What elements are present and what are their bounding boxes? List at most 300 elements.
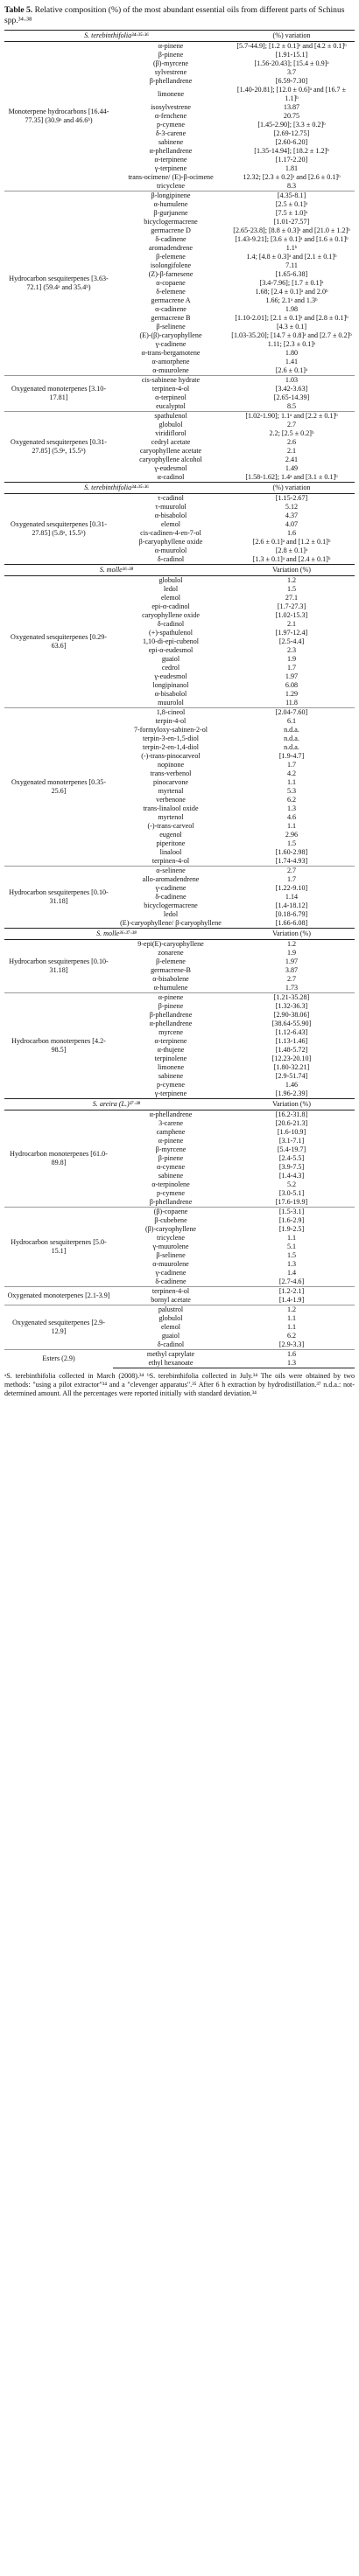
compound-name-cell: myrtenal xyxy=(158,787,184,795)
variation-cell: 2.1 xyxy=(286,620,297,628)
variation-cell: [1.65-6.38] xyxy=(275,270,308,278)
compound-name-cell: α-pinene xyxy=(158,1137,184,1145)
compound-name-cell: α-selinene xyxy=(113,867,229,876)
compound-name-cell: longipinanol xyxy=(152,681,189,689)
compound-name-cell: linalool xyxy=(159,848,182,856)
compound-name-cell: β-gurjunene xyxy=(153,209,188,217)
compound-name-cell: ledol xyxy=(163,585,179,593)
variation-cell: [7.5 ± 1.0]ᵃ xyxy=(275,209,308,217)
variation-cell: [20.6-21.3] xyxy=(275,1119,308,1127)
compound-name-cell: pinocarvone xyxy=(152,778,188,786)
variation-cell: 1.46 xyxy=(285,1081,299,1089)
variation-cell: 1.49 xyxy=(285,464,299,472)
compound-name-cell: β-selinene xyxy=(156,1251,186,1259)
compound-name-cell: α-bisabolol xyxy=(154,512,187,519)
variation-cell: 1.1 xyxy=(286,1323,297,1331)
compound-name-cell: terpinen-4-ol xyxy=(113,1287,229,1297)
variation-cell: [2.60-6.20] xyxy=(275,138,308,146)
variation-cell: [1.9-2.5] xyxy=(278,1225,305,1233)
variation-cell: [1.74-4.93] xyxy=(275,857,308,865)
compound-name-cell: α-thujene xyxy=(157,1046,185,1054)
variation-cell: 2.7 xyxy=(286,421,297,428)
variation-cell: [38.64-55.90] xyxy=(271,1020,312,1027)
variation-cell: [1.4-18.12] xyxy=(275,902,308,909)
section-header xyxy=(4,483,355,494)
variation-cell: [1.02-15.3] xyxy=(275,611,308,619)
compound-class-cell: Hydrocarbon sesquiterpenes [3.63-72.1] (59.4ᵃ and 35.4ᵇ) xyxy=(4,191,113,376)
variation-cell: 1.97 xyxy=(285,672,299,680)
compound-name-cell: guaiol xyxy=(161,1332,180,1340)
compound-name-cell: elemol xyxy=(160,594,181,602)
compound-name-cell: β-elemene xyxy=(156,253,186,261)
compound-name-cell: viridiflorol xyxy=(155,429,187,437)
compound-name-cell: α-phellandrene xyxy=(149,1110,193,1118)
variation-cell: 1.3 xyxy=(229,1359,355,1368)
compound-name-cell: isosylvestrene xyxy=(151,103,191,111)
compound-name-cell: α-humulene xyxy=(153,984,188,992)
compound-name-cell: α-muurolol xyxy=(154,547,187,554)
section-header xyxy=(4,1099,355,1110)
variation-cell: 1.1 xyxy=(286,1234,297,1242)
variation-cell: 1.4 xyxy=(286,1269,297,1277)
compound-name-cell: muurolol xyxy=(158,699,184,707)
variation-cell: [1.2-2.1] xyxy=(229,1287,355,1297)
compound-name-cell: germacrene-B xyxy=(151,966,191,974)
variation-cell: 1.9 xyxy=(286,655,297,663)
compound-name-cell: δ-cadinol xyxy=(157,1340,185,1348)
variation-cell: 1.81 xyxy=(285,164,299,172)
variation-cell: 6.1 xyxy=(286,717,297,725)
variation-cell: [1.02-1.90]; 1.1ᵃ and [2.2 ± 0.1]ᵇ xyxy=(229,412,355,421)
compound-name-cell: α-phellandrene xyxy=(149,147,193,155)
compound-name-cell: β-cubebene xyxy=(154,1216,187,1224)
variation-cell: [1.56-20.43]; [15.4 ± 0.9]ᵃ xyxy=(254,59,329,67)
compound-name-cell: 1,8-cineol xyxy=(113,708,229,718)
variation-cell: 2.2; [2.5 ± 0.2]ᵇ xyxy=(269,429,314,437)
compound-name-cell: epi-α-cadinol xyxy=(151,602,190,610)
compound-class-cell: Oxygenated monoterpenes [2.1-3.9] xyxy=(4,1287,113,1305)
table-row xyxy=(4,940,355,950)
compound-class-cell: Oxygenated sesquiterpenes [0.31-27.85] (5.8ᵃ, 15.5ᵇ) xyxy=(11,520,107,537)
compound-name-cell: δ-cadinene xyxy=(155,893,187,901)
compound-class-cell: Hydrocarbon monoterpenes [4.2-98.5] xyxy=(4,993,113,1099)
compound-name-cell: (Z)-β-farnesene xyxy=(148,270,194,278)
compound-name-cell: 1,10-di-epi-cubenol xyxy=(142,637,200,645)
species-title: S. terebinthifolia³⁴·³⁵·³⁶ xyxy=(4,483,229,494)
compound-name-cell: zonarene xyxy=(158,949,184,957)
compound-name-cell: β-pinene xyxy=(158,1154,184,1162)
variation-cell: 2.96 xyxy=(285,831,299,839)
compound-name-cell: β-pinene xyxy=(158,1002,184,1010)
compound-name-cell: trans-verbenol xyxy=(150,769,192,777)
variation-cell: [1.01-27.57] xyxy=(273,218,310,226)
variation-cell: [1.43-9.21]; [3.6 ± 0.1]ᵃ and [1.6 ± 0.1]ᵇ xyxy=(235,235,348,243)
compound-name-cell: camphene xyxy=(156,1128,186,1136)
variation-cell: [1.35-14.94]; [18.2 ± 1.2]ᵇ xyxy=(254,147,329,155)
compound-name-cell: cedryl acetate xyxy=(151,438,191,446)
compound-name-cell: α-pinene xyxy=(158,42,184,50)
compound-name-cell: epi-α-eudesmol xyxy=(148,646,194,654)
variation-cell: 5.12 xyxy=(285,503,299,511)
variation-cell: [2.65-23.8]; [8.8 ± 0.3]ᵃ and [21.0 ± 1.2]ᵇ xyxy=(233,226,350,234)
compound-name-cell: α-muurolene xyxy=(152,366,189,374)
variation-cell: 1.2 xyxy=(286,576,297,584)
table-footnote: ᵃS. terebinthifolia collected in March (2008).³⁴ ᵇS. terebinthifolia collected in July.³⁴ The oils were obtained by two methods: "using a pilot extractor"³⁴ and a "clevenger apparatus".³⁵ After 6 h extraction by hydrodistillation.³⁷ n.d.a.: not-determined amount. All the percentages were reported initially with standard deviation.³⁴ xyxy=(4,1372,355,1397)
variation-cell: 13.87 xyxy=(283,103,300,111)
variation-cell: 1.1 xyxy=(286,822,297,830)
variation-cell: [4.3 ± 0.1] xyxy=(276,323,307,331)
variation-cell: 2.3 xyxy=(286,646,297,654)
variation-cell: 6.08 xyxy=(285,681,299,689)
variation-cell: 1.97 xyxy=(285,957,299,965)
variation-cell: 6.2 xyxy=(286,796,297,804)
variation-cell: [3.4-7.96]; [1.7 ± 0.1]ᵃ xyxy=(259,279,324,287)
compound-name-cell: α-cadinene xyxy=(155,305,187,313)
variation-cell: 3.87 xyxy=(285,966,299,974)
variation-cell: [2.8 ± 0.1]ᵃ xyxy=(275,547,308,554)
variation-cell: 7.11 xyxy=(285,261,298,269)
variation-cell: [1.40-20.81]; [12.0 ± 0.6]ᵃ and [16.7 ± 1.1]ᵇ xyxy=(236,86,347,102)
compound-name-cell: methyl caprylate xyxy=(113,1350,229,1360)
compound-name-cell: α-copaene xyxy=(156,279,186,287)
variation-cell: [1.7-27.3] xyxy=(277,602,306,610)
variation-cell: [1.60-2.98] xyxy=(275,848,308,856)
variation-cell: [2.6 ± 0.1]ᵃ xyxy=(275,366,308,374)
variation-cell: [12.23-20.10] xyxy=(271,1055,312,1062)
compound-name-cell: β-longipinene xyxy=(113,191,229,201)
compound-name-cell: globulol xyxy=(158,576,183,584)
variation-cell: 1.3 xyxy=(286,804,297,812)
variation-cell: 1.9 xyxy=(286,949,297,957)
variation-cell: 1.5 xyxy=(286,585,297,593)
variation-cell: 1.66; 2.1ᵃ and 1.3ᵇ xyxy=(265,296,318,304)
variation-cell: [1.03-35.20]; [14.7 ± 0.8]ᵃ and [2.7 ± 0.2]ᵇ xyxy=(231,331,352,339)
compound-name-cell: ledol xyxy=(163,910,179,918)
species-title: S. molle³⁶·³⁷·³⁸ xyxy=(4,929,229,940)
variation-cell: 1.3 xyxy=(286,1260,297,1268)
compound-name-cell: germacrene A xyxy=(151,296,191,304)
table-row xyxy=(4,412,355,421)
variation-header: Variation (%) xyxy=(229,929,355,940)
compound-name-cell: verbenone xyxy=(156,796,186,804)
compound-name-cell: α-terpineol xyxy=(155,393,187,401)
table-row xyxy=(4,867,355,876)
table-row xyxy=(4,376,355,386)
compound-name-cell: spathulenol xyxy=(113,412,229,421)
compound-name-cell: 9-epi(E)-caryophyllene xyxy=(137,940,204,948)
variation-cell: n.d.a. xyxy=(284,735,299,742)
compound-name-cell: caryophyllene alcohol xyxy=(139,456,202,463)
compound-name-cell: (β)-copaene xyxy=(113,1208,229,1217)
compound-name-cell: γ-terpinene xyxy=(154,1090,187,1097)
compound-name-cell: τ-cadinol xyxy=(158,494,184,502)
variation-cell: [17.6-19.9] xyxy=(275,1198,308,1206)
compound-name-cell: tricyclene xyxy=(157,1234,185,1242)
compound-name-cell: caryophyllene acetate xyxy=(139,447,202,455)
variation-cell: 2.7 xyxy=(229,867,355,876)
variation-cell: 12.32; [2.3 ± 0.2]ᵃ and [2.6 ± 0.1]ᵇ xyxy=(243,173,341,181)
compound-name-cell: elemol xyxy=(160,1323,181,1331)
compound-name-cell: β-phellandrene xyxy=(149,77,193,85)
compound-class-cell: Esters (2.9) xyxy=(4,1350,113,1368)
compound-class-cell: Oxygenated monoterpenes [0.35-25.6] xyxy=(4,708,113,867)
variation-cell: 4.07 xyxy=(285,520,299,528)
variation-cell: [1.80-32.21] xyxy=(273,1063,310,1071)
variation-cell: [4.35-8.1] xyxy=(229,191,355,201)
compound-class-cell: Oxygenated sesquiterpenes [2.9-12.9] xyxy=(4,1305,113,1350)
compound-name-cell: γ-eudesmol xyxy=(154,672,187,680)
variation-cell: [1.21-35.28] xyxy=(229,993,355,1003)
compound-name-cell: β-elemene xyxy=(156,957,186,965)
variation-cell: [1.48-5.72] xyxy=(275,1046,308,1054)
variation-cell: n.d.a. xyxy=(284,726,299,734)
compound-name-cell: β-pinene xyxy=(158,51,184,59)
variation-cell: 1.4; [4.8 ± 0.3]ᵃ and [2.1 ± 0.1]ᵇ xyxy=(246,253,337,261)
variation-cell: [6.59-7.30] xyxy=(275,77,308,85)
variation-cell: 11.8 xyxy=(285,699,298,707)
compound-name-cell: α-bisabolene xyxy=(152,975,189,983)
compound-name-cell: δ-elemene xyxy=(156,288,186,296)
compound-class-cell: Hydrocarbon monoterpenes [61.0-89.8] xyxy=(10,1150,108,1166)
compound-name-cell: guaiol xyxy=(161,655,180,663)
compound-class-cell: Hydrocarbon sesquiterpenes [0.10-31.18] xyxy=(9,957,109,974)
compound-name-cell: bicyclogermacrene xyxy=(144,218,198,226)
table-row xyxy=(4,1350,355,1360)
variation-cell: 1.2 xyxy=(229,1305,355,1315)
compound-class-cell: Oxygenated monoterpenes [3.10-17.81] xyxy=(4,376,113,412)
variation-cell: 5.3 xyxy=(286,787,297,795)
compound-name-cell: eugenol xyxy=(159,831,182,839)
variation-cell: [1.45-2.90]; [3.3 ± 0.2]ᵇ xyxy=(257,121,326,129)
compound-name-cell: p-cymene xyxy=(157,121,185,129)
variation-cell: [2.69-12.75] xyxy=(273,129,310,137)
compound-name-cell: α-cadinol xyxy=(157,473,185,481)
table-caption-text: Relative composition (%) of the most abundant essential oils from different parts of Schinus spp.³⁴·³⁸ xyxy=(4,5,345,25)
compound-name-cell: α-humulene xyxy=(153,200,188,208)
table-row xyxy=(4,1110,355,1120)
compound-name-cell: α-amorphene xyxy=(151,358,190,366)
variation-cell: [1.91-15.1] xyxy=(275,51,308,59)
compound-name-cell: limonene xyxy=(157,1063,185,1071)
variation-cell: 27.1 xyxy=(285,594,299,602)
variation-cell: [2.5 ± 0.1]ᵃ xyxy=(275,200,308,208)
variation-cell: [1.12-6.43] xyxy=(275,1028,308,1036)
variation-cell: [16.2-31.8] xyxy=(275,1110,308,1118)
variation-cell: 1.1 xyxy=(286,778,297,786)
compound-name-cell: terpin-2-en-1,4-diol xyxy=(142,743,200,751)
compound-name-cell: α-terpinolene xyxy=(151,1180,190,1188)
compound-name-cell: terpinen-4-ol xyxy=(151,857,190,865)
variation-cell: 1.14 xyxy=(285,893,299,901)
compound-name-cell: (-)-trans-carveol xyxy=(147,822,194,830)
variation-cell: [1.13-1.46] xyxy=(275,1037,308,1045)
variation-cell: 1.7 xyxy=(286,761,297,769)
compound-name-cell: δ-3-carene xyxy=(155,129,187,137)
variation-cell: [1.6-2.9] xyxy=(278,1216,305,1224)
compound-name-cell: myrtenol xyxy=(158,813,184,821)
compound-name-cell: trans-ocimene/ (E)-β-ocimene xyxy=(128,173,214,181)
table-caption-label: Table 5. xyxy=(4,5,33,15)
compound-name-cell: p-cymene xyxy=(157,1189,185,1197)
compound-name-cell: (E)-(β)-caryophyllene xyxy=(139,331,202,339)
compound-name-cell: globulol xyxy=(158,1314,183,1322)
compound-name-cell: α-pinene xyxy=(113,993,229,1003)
compound-name-cell: nopinone xyxy=(157,761,185,769)
variation-cell: [3.42-3.63] xyxy=(275,385,308,393)
compound-name-cell: β-selinene xyxy=(156,323,186,331)
variation-cell: 1.68; [2.4 ± 0.1]ᵃ and 2.0ᵇ xyxy=(255,288,328,296)
section-header xyxy=(4,31,355,42)
compound-name-cell: limonene xyxy=(157,90,185,98)
variation-cell: [5.4-19.7] xyxy=(277,1145,306,1153)
variation-cell: [1.3 ± 0.1]ᵃ and [2.4 ± 0.1]ᵇ xyxy=(252,555,331,563)
compound-name-cell: γ-muurolene xyxy=(152,1243,189,1250)
compound-name-cell: (β)-caryophyllene xyxy=(144,1225,197,1233)
compound-name-cell: sabinene xyxy=(158,1172,184,1180)
compound-name-cell: (-)-trans-pinocarveol xyxy=(141,752,201,760)
variation-cell: n.d.a. xyxy=(284,743,299,751)
compound-name-cell: cis-cadinen-4-en-7-ol xyxy=(140,529,201,537)
variation-cell: [1.32-36.3] xyxy=(275,1002,308,1010)
compound-name-cell: terpin-4-ol xyxy=(155,717,187,725)
variation-cell: [2.5-4.4] xyxy=(278,637,305,645)
variation-cell: [1.97-12.4] xyxy=(275,629,308,637)
table-row xyxy=(4,1305,355,1315)
compound-class-cell: Hydrocarbon sesquiterpenes [5.0-15.1] xyxy=(4,1208,113,1287)
compound-name-cell: terpinen-4-ol xyxy=(151,385,190,393)
compound-name-cell: terpinolene xyxy=(154,1055,187,1062)
variation-cell: [2.9-51.74] xyxy=(275,1072,308,1080)
compound-name-cell: γ-cadinene xyxy=(155,884,187,892)
variation-cell: 1.7 xyxy=(286,875,297,883)
compound-name-cell: isolongifolene xyxy=(150,261,192,269)
variation-cell: [2.9-3.3] xyxy=(278,1340,305,1348)
compound-name-cell: 7-formyloxy-sabinen-2-ol xyxy=(133,726,208,734)
variation-header: (%) variation xyxy=(229,483,355,494)
compound-name-cell: α-terpinene xyxy=(154,1037,187,1045)
variation-cell: [2.4-5.5] xyxy=(278,1154,305,1162)
variation-cell: [1.22-9.10] xyxy=(275,884,308,892)
compound-name-cell: β-phellandrene xyxy=(149,1198,193,1206)
species-title: S. terebinthifolia³⁴·³⁵·³⁶ xyxy=(4,31,229,42)
table-row xyxy=(4,191,355,201)
table-row xyxy=(4,993,355,1003)
variation-cell: [1.9-4.7] xyxy=(278,752,305,760)
compound-name-cell: caryophyllene oxide xyxy=(142,611,200,619)
variation-cell: 8.3 xyxy=(286,182,297,190)
compound-name-cell: globulol xyxy=(158,421,183,428)
variation-cell: [1.6-10.9] xyxy=(277,1128,306,1136)
variation-cell: [1.17-2.20] xyxy=(275,156,308,164)
compound-name-cell: cis-sabinene hydrate xyxy=(113,376,229,386)
compound-name-cell: α-trans-bergamotene xyxy=(141,349,201,357)
variation-cell: [1.10-2.01]; [2.1 ± 0.1]ᵃ and [2.8 ± 0.1]ᵇ xyxy=(235,314,348,322)
table-row xyxy=(4,708,355,718)
variation-cell: 1.6 xyxy=(229,1350,355,1360)
compound-name-cell: bicyclogermacrene xyxy=(144,902,198,909)
variation-cell: 1.6 xyxy=(286,529,297,537)
variation-cell: 1.41 xyxy=(285,358,299,366)
compound-name-cell: 3-carene xyxy=(158,1119,183,1127)
compound-name-cell: allo-aromadendrene xyxy=(142,875,200,883)
compound-name-cell: palustrol xyxy=(113,1305,229,1315)
compound-name-cell: bornyl acetate xyxy=(151,1296,191,1304)
variation-cell: 1.5 xyxy=(286,1251,297,1259)
variation-cell: [3.1-7.1] xyxy=(278,1137,305,1145)
compound-name-cell: sylvestrene xyxy=(154,68,187,76)
variation-cell: [1.4-1.9] xyxy=(278,1296,305,1304)
compound-name-cell: α-muurolene xyxy=(152,1260,189,1268)
compound-name-cell: δ-cadinene xyxy=(155,1278,187,1285)
compound-name-cell: sabinene xyxy=(158,1072,184,1080)
compound-name-cell: α-bisabolol xyxy=(154,690,187,698)
variation-cell: [2.65-14.39] xyxy=(273,393,310,401)
variation-cell: [2.04-7.60] xyxy=(229,708,355,718)
variation-cell: 2.1 xyxy=(286,447,297,455)
table-caption xyxy=(4,5,355,26)
table-row xyxy=(4,1208,355,1217)
variation-cell: 1.11; [2.3 ± 0.1]ᵃ xyxy=(267,340,316,348)
variation-cell: 1.73 xyxy=(285,984,299,992)
compound-name-cell: terpin-3-en-1,5-diol xyxy=(142,735,200,742)
compound-name-cell: cedrol xyxy=(161,664,180,672)
variation-cell: 2.41 xyxy=(285,456,299,463)
compound-name-cell: aromadendrene xyxy=(149,244,193,252)
page xyxy=(4,0,355,1398)
variation-cell: 1.5 xyxy=(286,839,297,847)
variation-header: Variation (%) xyxy=(229,565,355,576)
composition-table xyxy=(4,30,355,1368)
compound-name-cell: (β)-myrcene xyxy=(152,59,189,67)
compound-name-cell: α-phellandrene xyxy=(149,1020,193,1027)
variation-header: Variation (%) xyxy=(229,1099,355,1110)
variation-cell: 5.1 xyxy=(286,1243,297,1250)
compound-class-cell: Oxygenated sesquiterpenes [0.31-27.85] (5.9ᵃ, 15.5ᵇ) xyxy=(4,412,113,483)
compound-name-cell: elemol xyxy=(160,520,181,528)
variation-cell: 6.2 xyxy=(286,1332,297,1340)
compound-class-cell: Hydrocarbon sesquiterpenes [0.10-31.18] xyxy=(4,867,113,929)
variation-cell: [3.0-5.1] xyxy=(278,1189,305,1197)
variation-cell: [2.7-4.6] xyxy=(278,1278,305,1285)
variation-cell: 1.1 xyxy=(286,1314,297,1322)
variation-cell: [2.6 ± 0.1]ᵃ and [1.2 ± 0.1]ᵇ xyxy=(252,538,331,546)
variation-cell: 2.6 xyxy=(286,438,297,446)
variation-header: (%) variation xyxy=(229,31,355,42)
variation-cell: 1.29 xyxy=(285,690,299,698)
compound-name-cell: tricyclene xyxy=(157,182,185,190)
variation-cell: [3.9-7.5] xyxy=(278,1163,305,1171)
compound-name-cell: δ-cadinol xyxy=(157,620,185,628)
compound-name-cell: p-cymene xyxy=(157,1081,185,1089)
variation-cell: 1.03 xyxy=(229,376,355,386)
compound-name-cell: ethyl hexanoate xyxy=(113,1359,229,1368)
compound-name-cell: piperitone xyxy=(156,839,186,847)
variation-cell: 5.2 xyxy=(286,1180,297,1188)
variation-cell: 1.98 xyxy=(285,305,299,313)
variation-cell: 4.2 xyxy=(286,769,297,777)
compound-name-cell: γ-eudesmol xyxy=(154,464,187,472)
variation-cell: 1.7 xyxy=(286,664,297,672)
compound-name-cell: δ-cadinene xyxy=(155,235,187,243)
variation-cell: [0.18-6.79] xyxy=(275,910,308,918)
variation-cell: 1.1ᵇ xyxy=(285,244,298,252)
variation-cell: [1.96-2.39] xyxy=(275,1090,308,1097)
variation-cell: [1.58-1.62]; 1.4ᵃ and [3.1 ± 0.1]ᵇ xyxy=(245,473,338,481)
species-title: S. molle³⁶·³⁸ xyxy=(4,565,229,576)
compound-name-cell: γ-terpinene xyxy=(154,164,187,172)
compound-name-cell: δ-cadinol xyxy=(157,555,185,563)
variation-cell: 4.37 xyxy=(285,512,299,519)
